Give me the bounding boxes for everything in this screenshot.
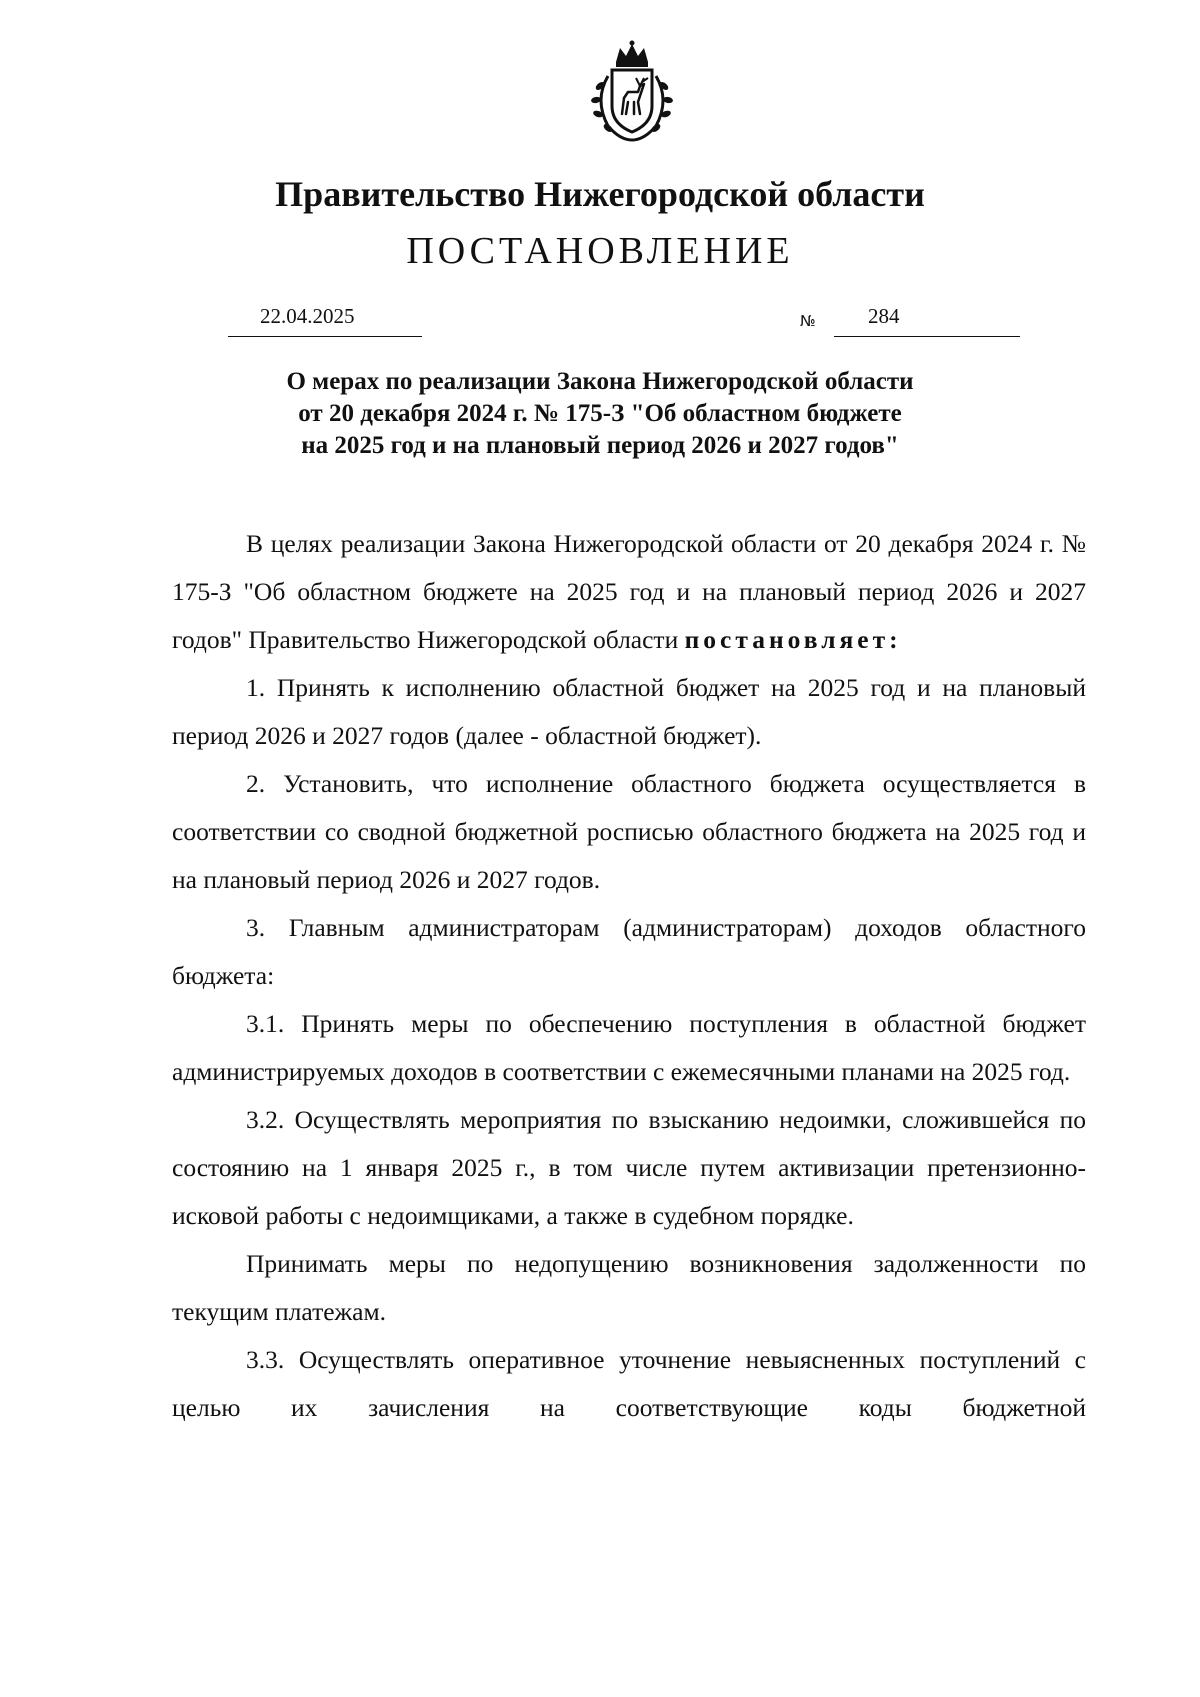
number-sign: № (800, 312, 816, 330)
coat-of-arms-emblem (578, 40, 686, 148)
preamble-paragraph (172, 520, 1086, 664)
paragraph-2: 2. Установить, что исполнение областного бюджета осуществляется в соответствии со сводной бюджетной росписью областного бюджета на 2025 год и на плановый период 2026 и 2027 годов. (172, 769, 1086, 894)
paragraph-3-3: 3.3. Осуществлять оперативное уточнение невыясненных поступлений с целью их зачисления на соответствующие коды бюджетной (172, 1345, 1086, 1422)
document-type: ПОСТАНОВЛЕНИЕ (406, 230, 794, 272)
decree-word: постановляет: (684, 625, 902, 654)
paragraph-3-2: 3.2. Осуществлять мероприятия по взысканию недоимки, сложившейся по состоянию на 1 января 2025 г., в том числе путем активизации претензионно-исковой работы с недоимщиками, а также в судебном порядке. (172, 1105, 1086, 1230)
subject-line: О мерах по реализации Закона Нижегородской области (286, 368, 914, 395)
number-underline (834, 306, 1020, 337)
paragraph-3-1: 3.1. Принять меры по обеспечению поступления в областной бюджет администрируемых доходов в соответствии с ежемесячными планами на 2025 год. (172, 1009, 1086, 1086)
paragraph-1: 1. Принять к исполнению областной бюджет на 2025 год и на плановый период 2026 и 2027 годов (далее - областной бюджет). (172, 673, 1086, 750)
paragraph-3-2-continued: Принимать меры по недопущению возникновения задолженности по текущим платежам. (172, 1249, 1086, 1326)
preamble-text: В целях реализации Закона Нижегородской области от 20 декабря 2024 г. № 175-З "Об областном бюджете на 2025 год и на плановый период 2026 и 2027 годов" Правительство Нижегородской области (172, 529, 1086, 654)
document-date: 22.04.2025 (260, 304, 355, 328)
government-title: Правительство Нижегородской области (275, 174, 925, 214)
document-body (172, 520, 1086, 1432)
document-number: 284 (868, 304, 900, 328)
subject-line: на 2025 год и на плановый период 2026 и 2027 годов" (301, 432, 899, 459)
document-subject (0, 366, 1200, 462)
paragraph-3: 3. Главным администраторам (администраторам) доходов областного бюджета: (172, 913, 1086, 990)
subject-line: от 20 декабря 2024 г. № 175-З "Об областном бюджете (298, 400, 902, 427)
